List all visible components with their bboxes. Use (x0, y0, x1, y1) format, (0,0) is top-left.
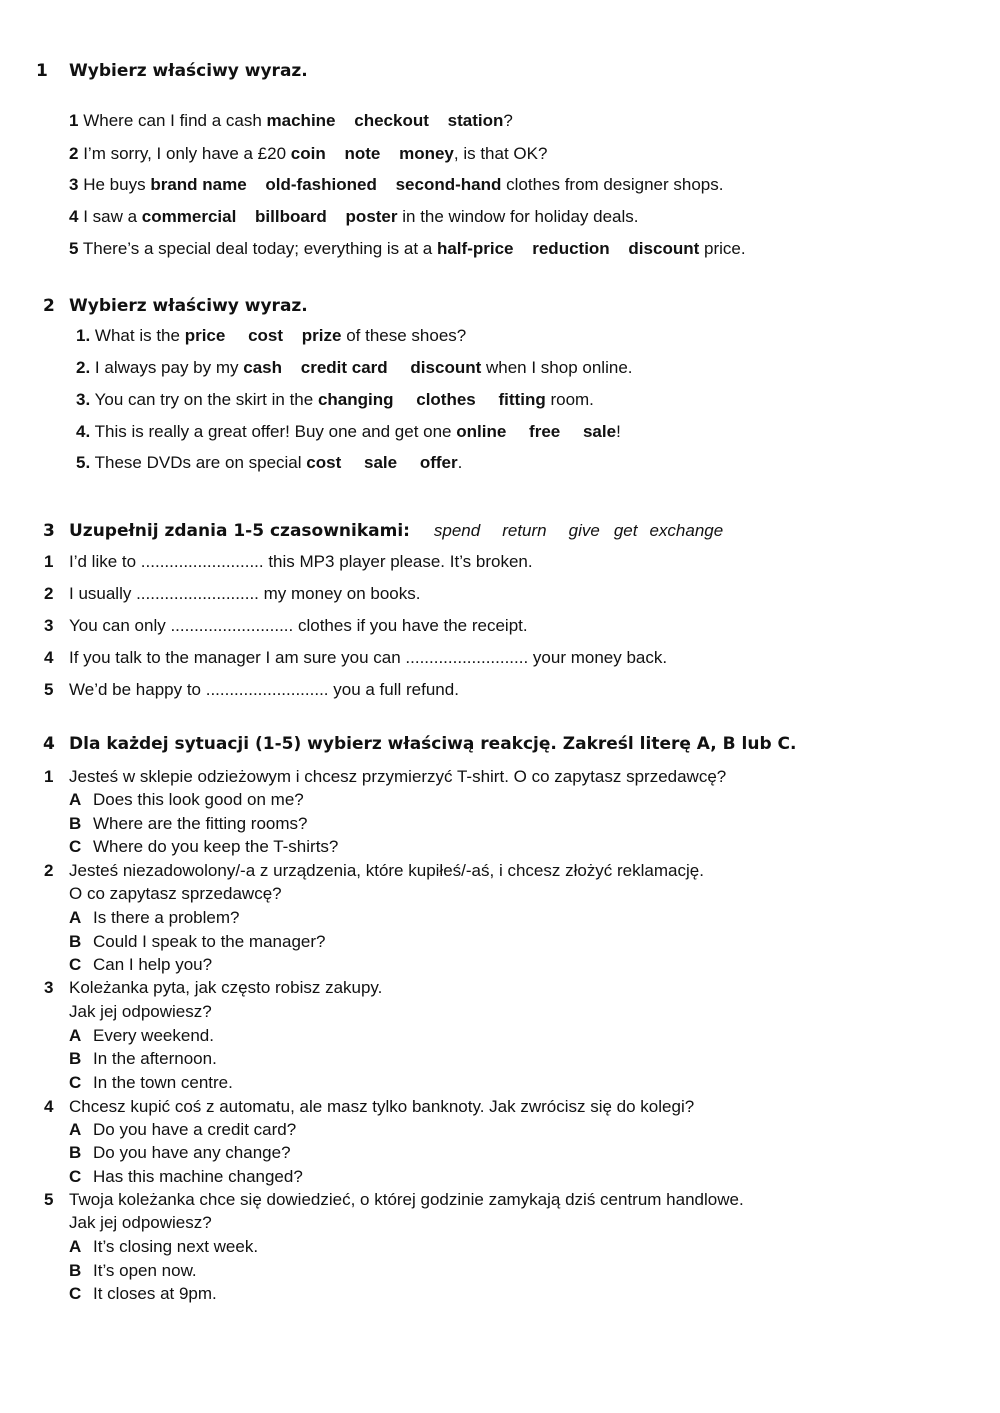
option-text: Every weekend. (93, 1026, 214, 1045)
item-text: ! (616, 422, 621, 441)
item-number: 3 (69, 175, 79, 194)
answer-option[interactable] (69, 1049, 217, 1069)
option-letter: A (69, 790, 82, 809)
item-text: when I shop online. (486, 358, 633, 377)
question-text: Jak jej odpowiesz? (69, 1213, 212, 1232)
item-text: You can try on the skirt in the (94, 390, 314, 409)
item-number: 3 (44, 616, 54, 635)
option-word[interactable]: clothes (416, 390, 476, 409)
option-word[interactable]: money (399, 144, 454, 163)
item-number: 4. (76, 422, 91, 441)
question-text: Jak jej odpowiesz? (69, 1002, 212, 1021)
question-number: 3 (44, 978, 54, 997)
question-text: Chcesz kupić coś z automatu, ale masz tylko banknoty. Jak zwrócisz się do kolegi? (69, 1097, 695, 1116)
question-text: O co zapytasz sprzedawcę? (69, 884, 282, 903)
option-word[interactable]: discount (628, 239, 700, 258)
word-bank-item: get (613, 521, 638, 540)
item-text: There’s a special deal today; everything is at a (82, 239, 433, 258)
item-number: 5. (76, 453, 91, 472)
item-text: , is that OK? (453, 144, 548, 163)
answer-option[interactable] (69, 955, 212, 975)
answer-option[interactable] (69, 1026, 214, 1046)
item-text: . (457, 453, 463, 472)
answer-option[interactable] (69, 1120, 296, 1140)
question-text: Twoja koleżanka chce się dowiedzieć, o której godzinie zamykają dziś centrum handlowe. (69, 1190, 744, 1209)
question-number: 1 (44, 767, 54, 786)
section-title: Dla każdej sytuacji (1-5) wybierz właściwą reakcję. Zakreśl literę A, B lub C. (69, 734, 797, 754)
option-word[interactable]: old-fashioned (265, 175, 377, 194)
option-word[interactable]: second-hand (395, 175, 502, 194)
answer-option[interactable] (69, 837, 338, 857)
gap-fill-sentence[interactable]: We’d be happy to .......................... you a full refund. (69, 680, 459, 699)
s1-item-4 (69, 207, 639, 227)
item-number: 1 (69, 111, 79, 130)
item-number: 1 (44, 552, 54, 571)
answer-option[interactable] (69, 814, 307, 834)
item-number: 2 (69, 144, 79, 163)
section-number: 4 (43, 734, 55, 754)
question-number: 2 (44, 861, 54, 880)
option-word[interactable]: note (344, 144, 381, 163)
answer-option[interactable] (69, 908, 239, 928)
item-text: He buys (83, 175, 146, 194)
option-letter: B (69, 932, 82, 951)
item-number: 2. (76, 358, 91, 377)
option-word[interactable]: cost (306, 453, 342, 472)
option-letter: B (69, 1261, 82, 1280)
option-word[interactable]: prize (301, 326, 342, 345)
option-word[interactable]: cash (243, 358, 283, 377)
option-letter: A (69, 1237, 82, 1256)
answer-option[interactable] (69, 1284, 217, 1304)
section-2-heading (43, 296, 308, 316)
item-number: 2 (44, 584, 54, 603)
option-text: Where are the fitting rooms? (93, 814, 308, 833)
option-word[interactable]: sale (582, 422, 617, 441)
option-word[interactable]: station (447, 111, 504, 130)
option-text: Where do you keep the T-shirts? (93, 837, 339, 856)
option-text: Could I speak to the manager? (93, 932, 326, 951)
s2-item-4 (76, 422, 621, 442)
s2-item-1 (76, 326, 466, 346)
option-word[interactable]: online (456, 422, 507, 441)
section-number: 1 (36, 61, 48, 81)
item-text: Where can I find a cash (83, 111, 262, 130)
option-letter: B (69, 1143, 82, 1162)
option-word[interactable]: poster (345, 207, 398, 226)
option-word[interactable]: changing (317, 390, 394, 409)
section-1-heading (36, 61, 308, 81)
s2-item-5 (76, 453, 462, 473)
item-text: I’m sorry, I only have a £20 (83, 144, 287, 163)
item-text: room. (550, 390, 594, 409)
item-text: ? (503, 111, 513, 130)
word-bank-item: give (568, 521, 600, 540)
word-bank-item: return (502, 521, 547, 540)
gap-fill-sentence[interactable]: You can only .......................... clothes if you have the receipt. (69, 616, 528, 635)
option-word[interactable]: half-price (436, 239, 514, 258)
option-word[interactable]: price (184, 326, 226, 345)
option-word[interactable]: cost (248, 326, 284, 345)
option-text: It closes at 9pm. (93, 1284, 217, 1303)
option-letter: C (69, 1073, 82, 1092)
option-word[interactable]: credit card (300, 358, 388, 377)
section-title: Uzupełnij zdania 1-5 czasownikami: (69, 521, 410, 541)
option-word[interactable]: checkout (354, 111, 429, 130)
option-letter: B (69, 814, 82, 833)
option-text: In the afternoon. (93, 1049, 217, 1068)
option-letter: A (69, 1026, 82, 1045)
item-number: 5 (69, 239, 79, 258)
option-letter: B (69, 1049, 82, 1068)
item-number: 5 (44, 680, 54, 699)
section-number: 3 (43, 521, 55, 541)
s1-item-1 (69, 111, 513, 131)
question-text: Koleżanka pyta, jak często robisz zakupy. (69, 978, 383, 997)
option-word[interactable]: fitting (498, 390, 546, 409)
item-number: 4 (69, 207, 79, 226)
answer-option[interactable] (69, 1237, 258, 1257)
answer-option[interactable] (69, 1073, 233, 1093)
option-letter: A (69, 1120, 82, 1139)
item-text: of these shoes? (346, 326, 467, 345)
item-text: I always pay by my (94, 358, 239, 377)
option-word[interactable]: offer (419, 453, 458, 472)
s1-item-3 (69, 175, 723, 195)
item-number: 1. (76, 326, 91, 345)
option-text: It’s closing next week. (93, 1237, 259, 1256)
item-text: in the window for holiday deals. (402, 207, 639, 226)
s1-item-5 (69, 239, 746, 259)
item-text: These DVDs are on special (94, 453, 302, 472)
answer-option[interactable] (69, 1261, 197, 1281)
s1-item-2 (69, 144, 547, 164)
gap-fill-sentence[interactable]: If you talk to the manager I am sure you can .......................... your money back. (69, 648, 668, 667)
item-text: What is the (94, 326, 180, 345)
section-title: Wybierz właściwy wyraz. (69, 296, 308, 316)
option-word[interactable]: commercial (141, 207, 237, 226)
option-word[interactable]: free (529, 422, 561, 441)
option-letter: C (69, 837, 82, 856)
item-text: I saw a (83, 207, 138, 226)
question-text: Jesteś w sklepie odzieżowym i chcesz przymierzyć T-shirt. O co zapytasz sprzedawcę? (69, 767, 727, 786)
option-letter: C (69, 1167, 82, 1186)
word-bank-item: exchange (649, 521, 724, 540)
gap-fill-sentence[interactable]: I’d like to .......................... this MP3 player please. It’s broken. (69, 552, 533, 571)
question-number: 4 (44, 1097, 54, 1116)
section-number: 2 (43, 296, 55, 316)
option-word[interactable]: discount (410, 358, 482, 377)
section-4-heading (43, 734, 796, 754)
question-number: 5 (44, 1190, 54, 1209)
word-bank-item: spend (433, 521, 481, 540)
option-word[interactable]: brand name (150, 175, 247, 194)
s2-item-2 (76, 358, 633, 378)
section-title: Wybierz właściwy wyraz. (69, 61, 308, 81)
section-3-heading (43, 521, 745, 541)
option-text: In the town centre. (93, 1073, 233, 1092)
word-bank (434, 521, 745, 540)
answer-option[interactable] (69, 1143, 291, 1163)
option-word[interactable]: reduction (532, 239, 610, 258)
answer-option[interactable] (69, 1167, 303, 1187)
option-text: Can I help you? (93, 955, 213, 974)
answer-option[interactable] (69, 790, 304, 810)
item-number: 4 (44, 648, 54, 667)
option-letter: C (69, 1284, 82, 1303)
item-text: price. (704, 239, 746, 258)
gap-fill-sentence[interactable]: I usually .......................... my money on books. (69, 584, 421, 603)
option-text: Do you have any change? (93, 1143, 291, 1162)
option-text: Do you have a credit card? (93, 1120, 297, 1139)
option-text: Is there a problem? (93, 908, 240, 927)
s2-item-3 (76, 390, 594, 410)
option-word[interactable]: billboard (255, 207, 327, 226)
option-word[interactable]: coin (290, 144, 326, 163)
option-letter: A (69, 908, 82, 927)
item-text: clothes from designer shops. (506, 175, 724, 194)
item-text: This is really a great offer! Buy one and get one (94, 422, 452, 441)
item-number: 3. (76, 390, 91, 409)
option-text: It’s open now. (93, 1261, 197, 1280)
option-text: Has this machine changed? (93, 1167, 303, 1186)
option-word[interactable]: sale (363, 453, 398, 472)
option-letter: C (69, 955, 82, 974)
question-text: Jesteś niezadowolony/-a z urządzenia, które kupiłeś/-aś, i chcesz złożyć reklamację. (69, 861, 704, 880)
option-word[interactable]: machine (266, 111, 336, 130)
option-text: Does this look good on me? (93, 790, 304, 809)
answer-option[interactable] (69, 932, 325, 952)
